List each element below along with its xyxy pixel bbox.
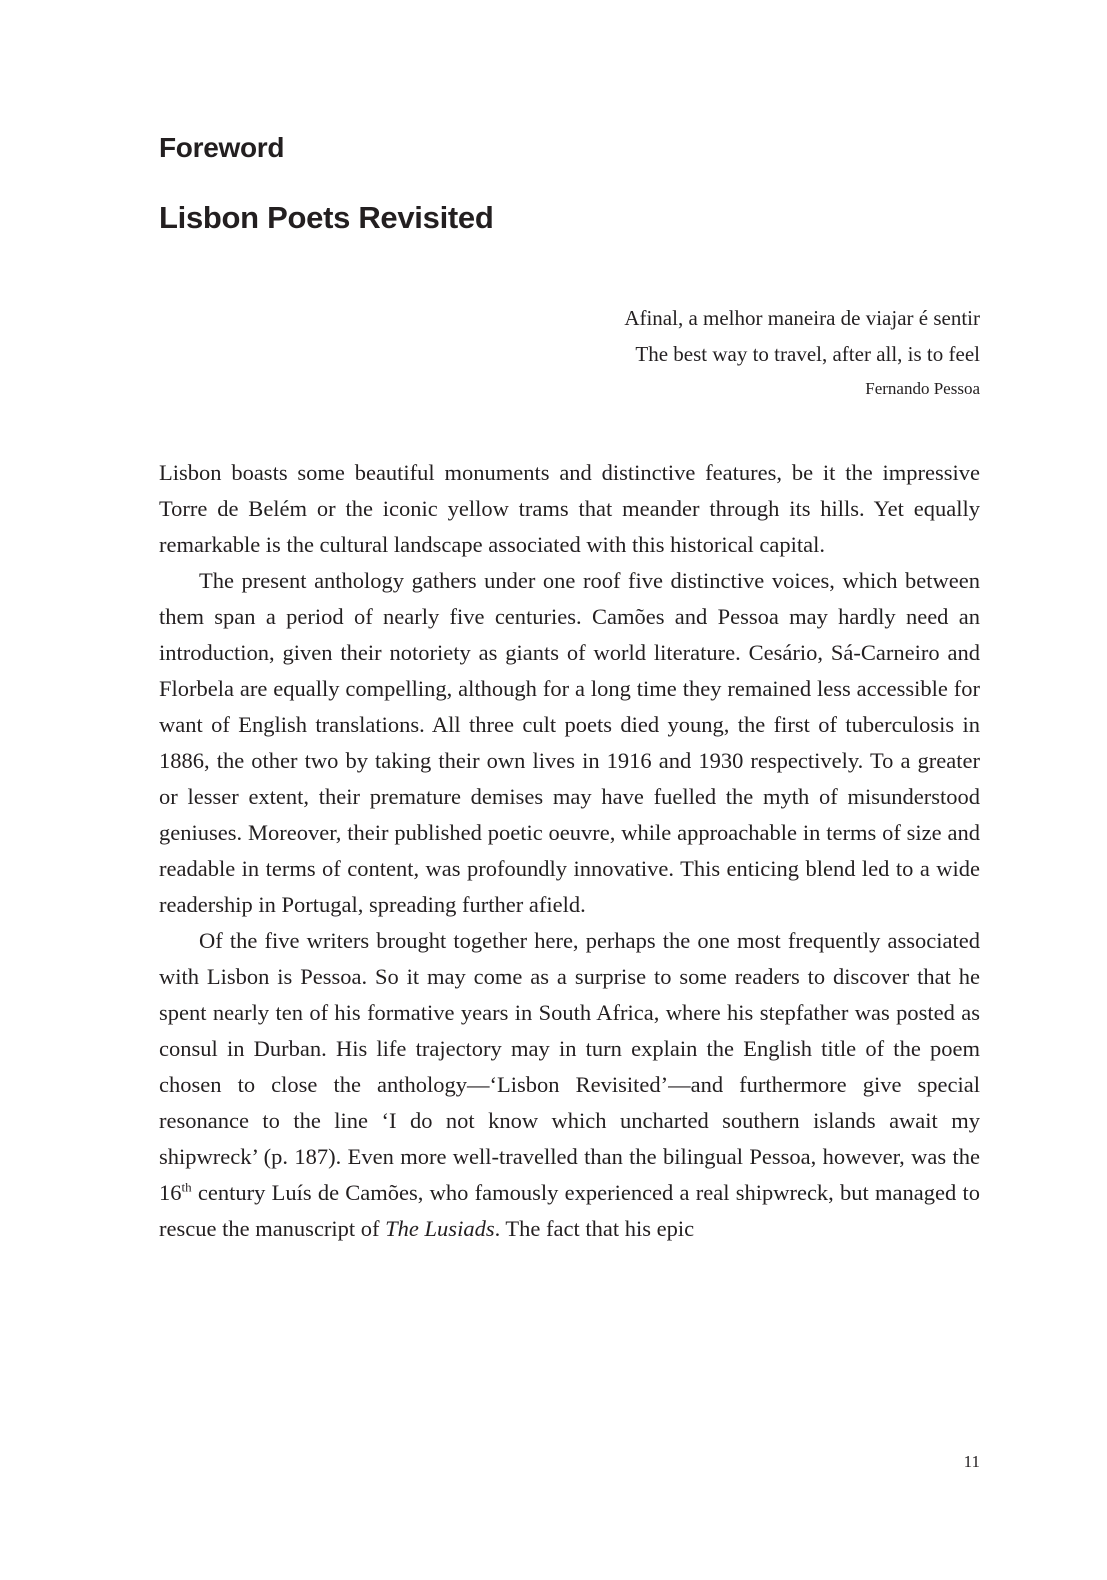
book-title-italic: The Lusiads: [385, 1216, 495, 1241]
page-number: 11: [963, 1452, 980, 1471]
ordinal-superscript: th: [181, 1179, 192, 1195]
epigraph-english: The best way to travel, after all, is to feel: [635, 342, 980, 366]
body-text: [159, 455, 980, 1247]
paragraph: Lisbon boasts some beautiful monuments and distinctive features, be it the impressive Torre de Belém or the iconic yellow trams that meander through its hills. Yet equally remarkable is the cultural landscape associated with this historical capital.: [159, 460, 980, 557]
epigraph-portuguese: Afinal, a melhor maneira de viajar é sentir: [624, 306, 980, 330]
chapter-title: Lisbon Poets Revisited: [159, 200, 494, 235]
paragraph-text: . The fact that his epic: [494, 1216, 695, 1241]
paragraph: [159, 923, 980, 1247]
paragraph: The present anthology gathers under one roof five distinctive voices, which between them span a period of nearly five centuries. Camões and Pessoa may hardly need an introduction, given their notoriety as giants of world literature. Cesário, Sá-Carneiro and Florbela are equally compelling, although for a long time they remained less accessible for want of English translations. All three cult poets died young, the first of tuberculosis in 1886, the other two by taking their own lives in 1916 and 1930 respectively. To a greater or lesser extent, their premature demises may have fuelled the myth of misunderstood geniuses. Moreover, their published poetic oeuvre, while approachable in terms of size and readable in terms of content, was profoundly innovative. This enticing blend led to a wide readership in Portugal, spreading further afield.: [159, 568, 980, 917]
section-label: Foreword: [159, 132, 285, 163]
epigraph-attribution: Fernando Pessoa: [865, 379, 980, 398]
paragraph-text: century Luís de Camões, who famously experienced a real shipwreck, but managed to rescue the manuscript of: [159, 1180, 980, 1241]
epigraph: [624, 300, 980, 406]
paragraph-text: Of the five writers brought together here, perhaps the one most frequently associated with Lisbon is Pessoa. So it may come as a surprise to some readers to discover that he spent nearly ten of his formative years in South Africa, where his stepfather was posted as consul in Durban. His life trajectory may in turn explain the English title of the poem chosen to close the anthology—‘Lisbon Revisited’—and furthermore give special resonance to the line ‘I do not know which uncharted southern islands await my shipwreck’ (p. 187). Even more well-travelled than the bilingual Pessoa, however, was the 16: [159, 928, 980, 1205]
